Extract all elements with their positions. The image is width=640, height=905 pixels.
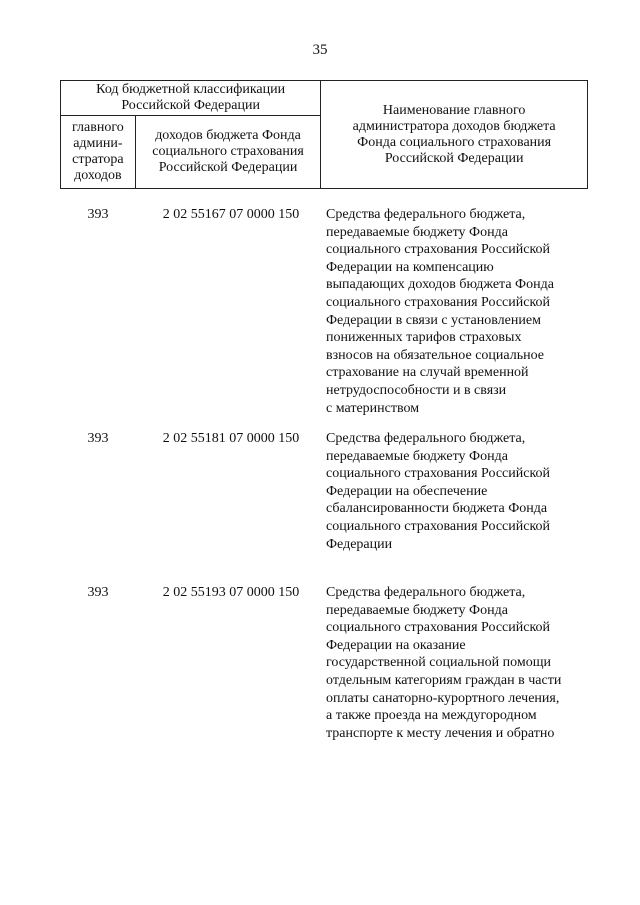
income-code: 2 02 55167 07 0000 150: [162, 207, 300, 222]
income-description: [326, 584, 588, 742]
description-line: Средства федерального бюджета,: [326, 207, 526, 222]
income-code: 2 02 55193 07 0000 150: [162, 585, 300, 600]
description-line: Федерации: [326, 536, 393, 552]
description-line: передаваемые бюджету Фонда: [326, 224, 508, 240]
description-line: выпадающих доходов бюджета Фонда: [326, 277, 554, 293]
budget-classification-code-header: [61, 81, 321, 116]
header-line: социального страхования: [152, 144, 304, 159]
description-line: Федерации на компенсацию: [326, 259, 494, 275]
description-line: взносов на обязательное социальное: [326, 347, 544, 363]
description-line: социального страхования Российской: [326, 620, 551, 636]
administrator-code: 393: [87, 431, 109, 446]
description-line: Федерации на оказание: [326, 637, 466, 653]
description-line: Федерации в связи с установлением: [326, 312, 541, 328]
fund-income-header: [135, 116, 321, 189]
header-line: стратора: [72, 152, 124, 167]
description-line: сбалансированности бюджета Фонда: [326, 501, 548, 517]
header-line: администратора доходов бюджета: [352, 118, 556, 134]
income-description: [326, 206, 588, 417]
header-line: доходов бюджета Фонда: [155, 128, 301, 143]
description-line: передаваемые бюджету Фонда: [326, 602, 508, 618]
description-line: пониженных тарифов страховых: [326, 330, 522, 346]
description-line: социального страхования Российской: [326, 518, 551, 534]
description-line: страхование на случай временной: [326, 365, 529, 381]
header-line: админи-: [73, 136, 123, 151]
main-administrator-header: [61, 116, 136, 189]
description-line: государственной социальной помощи: [326, 655, 552, 671]
description-line: передаваемые бюджету Фонда: [326, 448, 508, 464]
administrator-code: 393: [87, 585, 109, 600]
description-line: с материнством: [326, 400, 420, 416]
header-line: Российской Федерации: [158, 160, 298, 175]
header-line: главного: [72, 120, 124, 135]
classification-table-header: [60, 80, 588, 189]
income-code: 2 02 55181 07 0000 150: [162, 431, 300, 446]
description-line: социального страхования Российской: [326, 466, 551, 482]
header-line: Российской Федерации: [121, 98, 260, 113]
description-line: социального страхования Российской: [326, 294, 551, 310]
description-line: а также проезда на междугородном: [326, 708, 537, 724]
header-line: доходов: [74, 168, 122, 183]
description-line: оплаты санаторно-курортного лечения,: [326, 690, 560, 706]
page-number: 35: [312, 42, 328, 58]
header-line: Российской Федерации: [384, 150, 524, 166]
header-line: Код бюджетной классификации: [96, 82, 286, 97]
administrator-name-header: [321, 81, 588, 189]
description-line: Федерации на обеспечение: [326, 483, 488, 499]
description-line: нетрудоспособности и в связи: [326, 382, 507, 398]
description-line: социального страхования Российской: [326, 242, 551, 258]
description-line: транспорте к месту лечения и обратно: [326, 725, 555, 741]
description-line: Средства федерального бюджета,: [326, 585, 526, 600]
header-line: Наименование главного: [382, 102, 526, 118]
administrator-code: 393: [87, 207, 109, 222]
header-line: Фонда социального страхования: [357, 134, 552, 150]
income-description: [326, 430, 588, 553]
description-line: Средства федерального бюджета,: [326, 431, 526, 446]
description-line: отдельным категориям граждан в части: [326, 672, 562, 688]
